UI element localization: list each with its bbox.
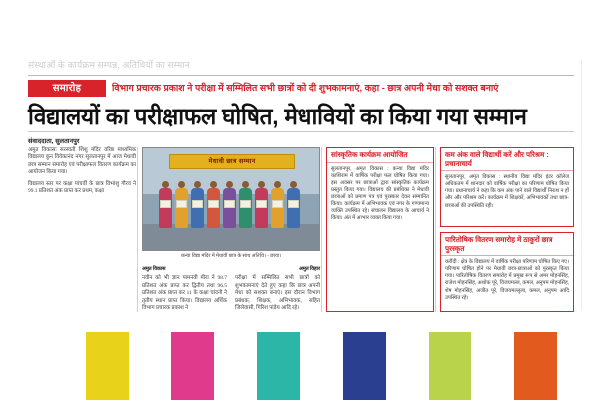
color-swatch [129, 332, 172, 400]
byline: संवाददाता, सुलतानपुर [28, 138, 80, 145]
headline-divider-rule [28, 131, 574, 132]
photo-student [191, 188, 204, 228]
photo-student [159, 188, 172, 228]
sidebar-story-principal-message [440, 147, 574, 227]
kicker-subheadline: विभाग प्रचारक प्रकाश ने परीक्षा में सम्मिलित सभी छात्रों को दी शुभकामनाएं, कहा - छात्र अपनी मेधा को सशक्त बनाएं [112, 83, 499, 93]
color-swatch [43, 332, 86, 400]
certificate-icon [208, 200, 219, 208]
box-left-body: सुलतानपुर, अमृत विकास : कन्या विद्या मंदिर काशिराम में वार्षिक परीक्षा फल घोषित किया गया। इस अवसर पर छात्राओं द्वारा सांस्कृतिक कार्यक्रम प्रस्तुत किया गया। विद्यालय की प्रबंधिका ने मेधावी छात्राओं को प्रमाण पत्र एवं पुरस्कार देकर सम्मानित किया। कार्यक्रम में अभिभावक एवं नगर के गण्यमान्य व्यक्ति उपस्थित रहे। संचालन विद्यालय के आचार्य ने किया। अंत में आभार व्यक्त किया गया। [331, 165, 429, 222]
photo-student [287, 188, 300, 228]
color-swatch [300, 332, 343, 400]
certificate-icon [272, 200, 283, 208]
certificate-icon [192, 200, 203, 208]
column-divider-2 [321, 147, 322, 312]
page-edge-margin [581, 60, 592, 310]
section-kicker: समारोह [28, 80, 106, 97]
column2-sublabel-right: अमुत विहार [299, 267, 320, 272]
column2-paragraph-1: नवीन को भी ज्ञान पामनवी मीरा ने 98.7 प्रतिशत अंक प्राप्त कर द्वितीय तथा 96.5 प्रतिशत अंक प्राप्त कर 11 के कक्षा चांदनी ने तृतीय स्थान प्राप्त किया। विद्यालय अर्थिक विभाग प्रचारक प्रकाश ने [142, 275, 227, 312]
color-swatch [429, 332, 472, 400]
article-column-2 [142, 266, 320, 316]
print-color-registration-bar [0, 332, 600, 400]
photo-student [271, 188, 284, 228]
column2-paragraph-2: परीक्षा में सम्मिलित सभी छात्रों को शुभकामनाएं देते हुए कहा कि छात्र अपनी मेधा को सशक्त बनाएं। इस दौरान विभाग प्रबंधक, शिक्षक, अभिभावक, सहित जिलेवासी, गिरिश पांडेय आदि रहे। [235, 275, 320, 312]
article-column-1 [28, 147, 136, 199]
column1-paragraph-2: विद्यालय स्तर पर कक्षा पांचवीं के छात्र विभांशु गौरव ने 99.1 प्रतिशत अंक प्राप्त कर प्रथम, कक्षा [28, 180, 136, 195]
certificate-icon [288, 200, 299, 208]
column-divider-1 [137, 147, 138, 312]
photo-student [255, 188, 268, 228]
column-divider-3 [435, 147, 436, 312]
color-swatch [214, 332, 257, 400]
article-photo [142, 147, 320, 251]
column1-paragraph-1: अमुत विकासः सरस्वती शिशु मंदिर वरिष्ठ माध्यमिक विद्यालय कुन विवेकानंद नगर सुलतानपुर में आज मेधावी छात्र सम्मान समारोह एवं परीक्षाफल वितरण कार्यक्रम का आयोजन किया गया। [28, 147, 136, 176]
photo-banner-text: मेधावी छात्र सम्मान [169, 154, 295, 169]
box-right-bottom-body: करौंदी : क्षेत्र के विद्यालय में वार्षिक परीक्षा परिणाम घोषित किए गए। परिणाम घोषित होने पर मेधावी छात्र-छात्राओं को पुरस्कृत किया गया। पारितोषिक वितरण समारोह में प्रमुख रूप से अमर मोहनसिंह, राजेश मोहनसिंह, अशोक पूरे, विजयमल्ल, कमल, अनुपम मोहनसिंह, शेष मोहनसिंह, अजीत पूरे, विजयमल्लुला, कमल, अनुपम आदि उपस्थित रहे। [445, 259, 569, 301]
certificate-icon [224, 200, 235, 208]
certificate-icon [240, 200, 251, 208]
color-swatch [86, 332, 129, 400]
color-swatch [257, 332, 300, 400]
kicker-row [28, 80, 574, 97]
color-swatch [171, 332, 214, 400]
box-right-top-title: कम अंक वाले विद्यार्थी करें और परिश्रम : प्रधानाचार्य [441, 148, 573, 171]
color-swatch [0, 332, 43, 400]
photo-student [207, 188, 220, 228]
box-right-top-body: सुलतानपुर, अमृत विकास : स्थानीय विद्या मंदिर इंटर कॉलेज अधिकतम में शानदार को वार्षिक परीक्षा का परिणाम घोषित किया गया। प्रधानाचार्य ने कहा कि कम अंक पाने वाले विद्यार्थी निराश न हों और और परिश्रम करें। कार्यक्रम में शिक्षकों, अभिभावकों तथा छात्र-छात्राओं की उपस्थिति रही। [445, 174, 569, 209]
certificate-icon [176, 200, 187, 208]
color-swatch [386, 332, 429, 400]
top-divider-rule [28, 75, 574, 76]
color-swatch [471, 332, 514, 400]
color-swatch [343, 332, 386, 400]
page-title: विद्यालयों का परीक्षाफल घोषित, मेधावियों का किया गया सम्मान [28, 104, 527, 129]
color-swatch [514, 332, 557, 400]
certificate-icon [256, 200, 267, 208]
column2-sublabel-left: अमुत विकास [142, 267, 166, 272]
photo-caption: कन्या विद्या मंदिर में मेधावी छात्र के साथ अतिथि। - छाया। [180, 254, 282, 259]
certificate-icon [160, 200, 171, 208]
sidebar-story-prize-distribution [440, 232, 574, 312]
sidebar-story-cultural-program [326, 147, 434, 312]
top-bleed-line: संस्थाओं के कार्यक्रम सम्पन्न, अतिथियों का सम्मान [28, 60, 190, 70]
photo-student [239, 188, 252, 228]
top-bleed-area [28, 58, 574, 72]
box-right-bottom-title: पारितोषिक वितरण समारोह में ठाकुरों छात्र पुरस्कृत [441, 233, 573, 256]
box-left-title: सांस्कृतिक कार्यक्रम आयोजित [327, 148, 433, 163]
photo-student [223, 188, 236, 228]
color-swatch [557, 332, 600, 400]
photo-student [175, 188, 188, 228]
